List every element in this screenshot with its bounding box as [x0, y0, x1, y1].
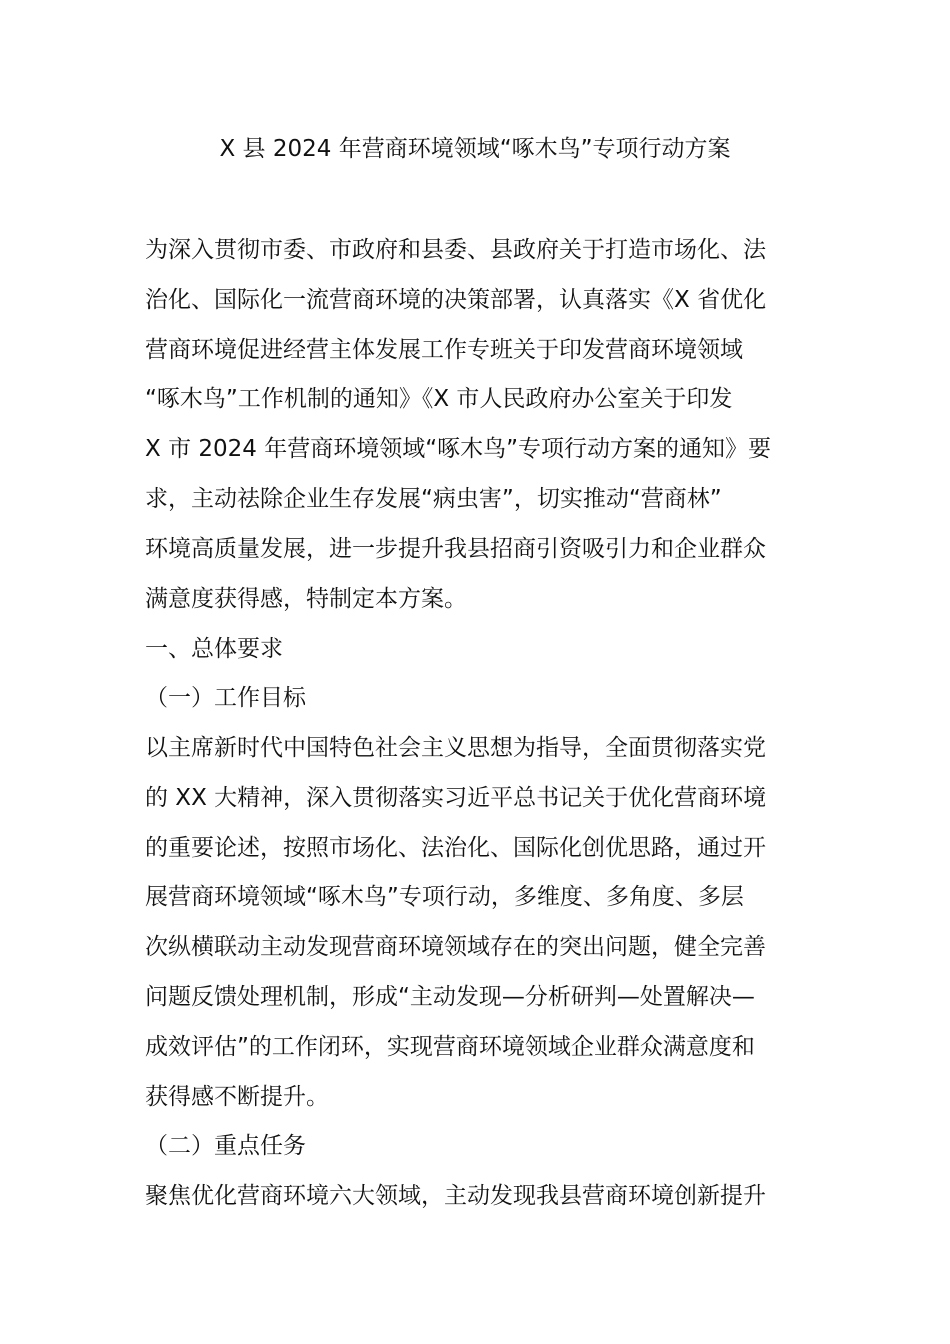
paragraph-line: 的 XX 大精神，深入贯彻落实习近平总书记关于优化营商环境: [145, 785, 767, 811]
paragraph-line: 满意度获得感，特制定本方案。: [145, 586, 467, 612]
paragraph-line: 求，主动祛除企业生存发展“病虫害”，切实推动“营商林”: [145, 486, 722, 512]
section-heading: 一、总体要求: [145, 636, 283, 662]
document-title: X 县 2024 年营商环境领域“啄木鸟”专项行动方案: [219, 136, 731, 162]
subsection-heading: （一）工作目标: [145, 685, 306, 711]
paragraph-line: 成效评估”的工作闭环，实现营商环境领域企业群众满意度和: [145, 1034, 755, 1060]
paragraph-line: 营商环境促进经营主体发展工作专班关于印发营商环境领域: [145, 337, 743, 363]
paragraph-line: 问题反馈处理机制，形成“主动发现—分析研判—处置解决—: [145, 984, 755, 1010]
paragraph-line: 聚焦优化营商环境六大领域，主动发现我县营商环境创新提升: [145, 1183, 766, 1209]
paragraph-line: “啄木鸟”工作机制的通知》《X 市人民政府办公室关于印发: [145, 386, 733, 412]
paragraph-line: 获得感不断提升。: [145, 1084, 329, 1110]
paragraph-line: X 市 2024 年营商环境领域“啄木鸟”专项行动方案的通知》要: [145, 436, 772, 462]
paragraph-line: 展营商环境领域“啄木鸟”专项行动，多维度、多角度、多层: [145, 884, 744, 910]
paragraph-line: 的重要论述，按照市场化、法治化、国际化创优思路，通过开: [145, 835, 766, 861]
paragraph-line: 治化、国际化一流营商环境的决策部署，认真落实《X 省优化: [145, 287, 767, 313]
paragraph-line: 次纵横联动主动发现营商环境领域存在的突出问题，健全完善: [145, 934, 766, 960]
paragraph-line: 为深入贯彻市委、市政府和县委、县政府关于打造市场化、法: [145, 237, 766, 263]
paragraph-line: 以主席新时代中国特色社会主义思想为指导，全面贯彻落实党: [145, 735, 766, 761]
paragraph-line: 环境高质量发展，进一步提升我县招商引资吸引力和企业群众: [145, 536, 766, 562]
subsection-heading: （二）重点任务: [145, 1133, 306, 1159]
